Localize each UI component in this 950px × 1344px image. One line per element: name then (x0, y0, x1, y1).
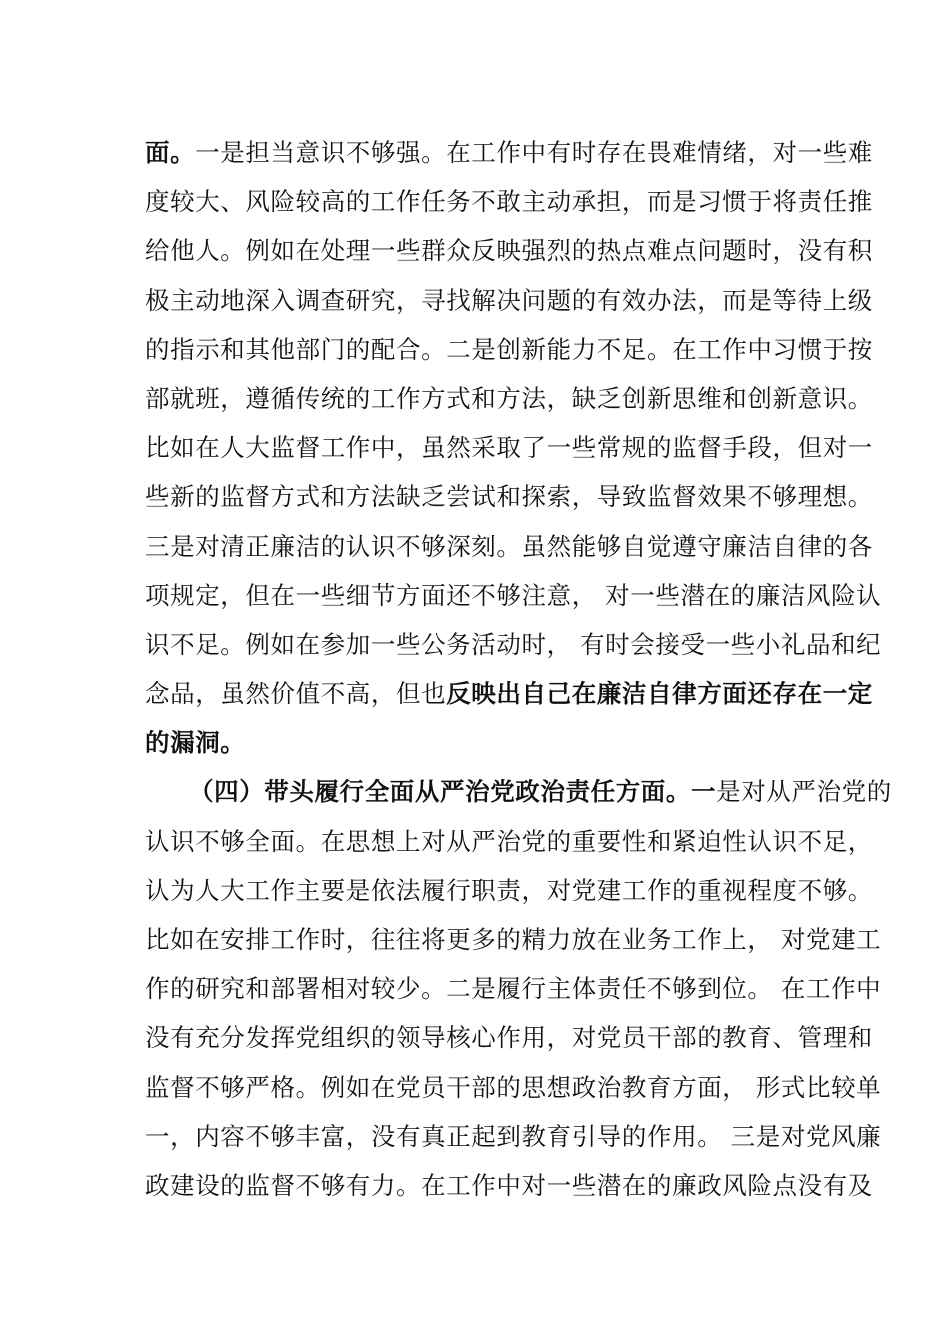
text-run: 一是担当意识不够强。在工作中有时存在畏难情绪，对一些难 (195, 138, 873, 167)
text-run: 作的研究和部署相对较少。二是履行主体责任不够到位。 在工作中 (145, 974, 882, 1004)
text-run: 念品，虽然价值不高，但也 (145, 679, 447, 709)
text-line (145, 325, 873, 374)
text-line (145, 276, 873, 325)
text-line (145, 128, 873, 177)
text-line (145, 817, 873, 866)
text-run: 比如在人大监督工作中，虽然采取了一些常规的监督手段，但对一 (145, 433, 873, 463)
text-run: 项规定，但在一些细节方面还不够注意， 对一些潜在的廉洁风险认 (145, 580, 882, 610)
bold-text: 面。 (145, 138, 196, 167)
bold-text: 的漏洞。 (145, 728, 246, 758)
text-line (145, 866, 873, 915)
text-line (145, 522, 873, 571)
text-line (145, 669, 873, 718)
text-run: 给他人。例如在处理一些群众反映强烈的热点难点问题时，没有积 (145, 236, 873, 266)
text-run: 度较大、风险较高的工作任务不敢主动承担，而是习惯于将责任推 (145, 187, 873, 217)
text-run: 没有充分发挥党组织的领导核心作用，对党员干部的教育、管理和 (145, 1023, 873, 1053)
text-line (145, 374, 873, 423)
text-run: 的指示和其他部门的配合。二是创新能力不足。在工作中习惯于按 (145, 334, 873, 364)
bold-text: 一 (691, 777, 717, 807)
text-run: 是对从严治党的 (716, 777, 892, 807)
text-line (145, 177, 873, 226)
text-run: 认识不够全面。在思想上对从严治党的重要性和紧迫性认识不足， (145, 826, 873, 856)
text-line (145, 767, 892, 816)
text-line (145, 915, 882, 964)
text-run: 比如在安排工作时，往往将更多的精力放在业务工作上， 对党建工 (145, 925, 882, 954)
text-line (145, 472, 873, 521)
text-run: 一，内容不够丰富，没有真正起到教育引导的作用。 三是对党风廉 (145, 1121, 882, 1151)
text-line (145, 1063, 882, 1112)
body-text (145, 128, 892, 1210)
text-run: 识不足。例如在参加一些公务活动时， 有时会接受一些小礼品和纪 (145, 629, 882, 659)
text-run: 三是对清正廉洁的认识不够深刻。虽然能够自觉遵守廉洁自律的各 (145, 531, 873, 561)
text-run: 些新的监督方式和方法缺乏尝试和探索，导致监督效果不够理想。 (145, 482, 873, 512)
text-line (145, 226, 873, 275)
bold-text: 反映出自己在廉洁自律方面还存在一定 (446, 679, 873, 709)
paragraph-4 (145, 767, 892, 1210)
text-line (145, 620, 882, 669)
text-line (145, 1013, 873, 1062)
paragraph-3 (145, 128, 882, 767)
text-line (145, 718, 807, 767)
text-line (145, 964, 882, 1013)
text-run: 政建设的监督不够有力。在工作中对一些潜在的廉政风险点没有及 (145, 1170, 873, 1200)
text-run: 监督不够严格。例如在党员干部的思想政治教育方面， 形式比较单 (145, 1072, 882, 1102)
text-run: 部就班，遵循传统的工作方式和方法，缺乏创新思维和创新意识。 (145, 383, 873, 413)
bold-text: （四）带头履行全面从严治党政治责任方面。 (189, 777, 691, 807)
text-run: 极主动地深入调查研究，寻找解决问题的有效办法，而是等待上级 (145, 285, 873, 315)
text-run: 认为人大工作主要是依法履行职责，对党建工作的重视程度不够。 (145, 875, 873, 905)
text-line (145, 1112, 882, 1161)
text-line (145, 1161, 873, 1210)
text-line (145, 423, 873, 472)
text-line (145, 571, 882, 620)
